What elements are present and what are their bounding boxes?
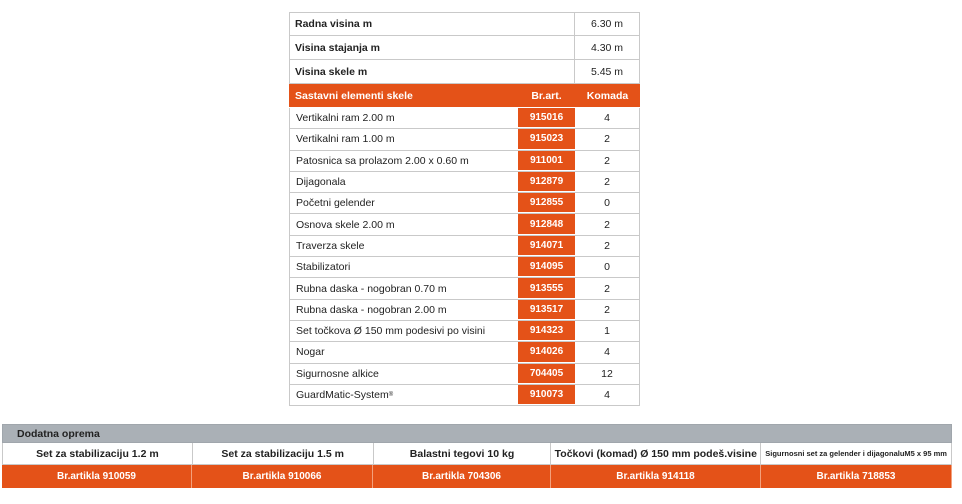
component-art: 914323 xyxy=(518,321,575,341)
component-qty: 0 xyxy=(575,257,640,277)
component-qty: 4 xyxy=(575,385,640,405)
header-name: Sastavni elementi skele xyxy=(295,89,413,102)
accessory-name: Set za stabilizaciju 1.2 m xyxy=(3,443,193,465)
component-name: Rubna daska - nogobran 2.00 m xyxy=(289,300,518,320)
spec-label: Visina stajanja m xyxy=(289,36,575,59)
header-qty: Komada xyxy=(586,89,629,102)
component-qty: 2 xyxy=(575,300,640,320)
component-name: Osnova skele 2.00 m xyxy=(289,214,518,234)
component-row xyxy=(289,300,640,321)
spec-label: Radna visina m xyxy=(289,13,575,35)
component-qty: 1 xyxy=(575,321,640,341)
component-qty: 4 xyxy=(575,108,640,128)
accessory-name: Sigurnosni set za gelender i dijagonaluM5 x 95 mm xyxy=(761,443,952,465)
components-header xyxy=(289,84,640,108)
component-row xyxy=(289,342,640,363)
component-art: 911001 xyxy=(518,151,575,171)
component-art: 704405 xyxy=(518,364,575,384)
component-name: Nogar xyxy=(289,342,518,362)
accessory-name: Set za stabilizaciju 1.5 m xyxy=(193,443,374,465)
component-name: Sigurnosne alkice xyxy=(289,364,518,384)
component-qty: 12 xyxy=(575,364,640,384)
component-qty: 2 xyxy=(575,214,640,234)
component-art: 915023 xyxy=(518,129,575,149)
spec-value: 6.30 m xyxy=(575,13,640,35)
scaffold-spec-table xyxy=(289,12,640,406)
component-name xyxy=(289,385,518,405)
component-name: Set točkova Ø 150 mm podesivi po visini xyxy=(289,321,518,341)
accessories-title: Dodatna oprema xyxy=(2,424,952,443)
component-name: Traverza skele xyxy=(289,236,518,256)
component-row xyxy=(289,236,640,257)
header-art: Br.art. xyxy=(531,89,562,102)
component-art: 912848 xyxy=(518,214,575,234)
component-row xyxy=(289,151,640,172)
component-name-text: GuardMatic-System xyxy=(296,389,389,401)
component-row xyxy=(289,129,640,150)
accessory-art: Br.artikla 718853 xyxy=(761,465,952,488)
component-row xyxy=(289,257,640,278)
component-art: 912855 xyxy=(518,193,575,213)
spec-value: 5.45 m xyxy=(575,60,640,83)
accessories-table xyxy=(2,424,952,488)
spec-row xyxy=(289,60,640,84)
component-qty: 2 xyxy=(575,129,640,149)
component-name: Početni gelender xyxy=(289,193,518,213)
component-qty: 2 xyxy=(575,172,640,192)
component-name: Rubna daska - nogobran 0.70 m xyxy=(289,278,518,298)
component-name: Vertikalni ram 2.00 m xyxy=(289,108,518,128)
component-row xyxy=(289,385,640,406)
spec-label: Visina skele m xyxy=(289,60,575,83)
spec-row xyxy=(289,12,640,36)
component-name: Dijagonala xyxy=(289,172,518,192)
accessory-art: Br.artikla 910066 xyxy=(192,465,373,488)
component-qty: 2 xyxy=(575,151,640,171)
component-qty: 0 xyxy=(575,193,640,213)
component-art: 913517 xyxy=(518,300,575,320)
component-row xyxy=(289,214,640,235)
component-row xyxy=(289,172,640,193)
component-art: 915016 xyxy=(518,108,575,128)
registered-mark: ® xyxy=(388,392,394,398)
spec-row xyxy=(289,36,640,60)
component-qty: 4 xyxy=(575,342,640,362)
component-art: 910073 xyxy=(518,385,575,405)
spec-value: 4.30 m xyxy=(575,36,640,59)
component-qty: 2 xyxy=(575,278,640,298)
component-row xyxy=(289,108,640,129)
component-art: 914026 xyxy=(518,342,575,362)
accessory-art: Br.artikla 704306 xyxy=(373,465,551,488)
component-row xyxy=(289,364,640,385)
component-art: 913555 xyxy=(518,278,575,298)
accessory-name: Točkovi (komad) Ø 150 mm podeš.visine xyxy=(551,443,761,465)
component-qty: 2 xyxy=(575,236,640,256)
component-row xyxy=(289,321,640,342)
component-art: 912879 xyxy=(518,172,575,192)
component-row xyxy=(289,193,640,214)
component-art: 914071 xyxy=(518,236,575,256)
accessory-art: Br.artikla 914118 xyxy=(551,465,761,488)
accessory-name: Balastni tegovi 10 kg xyxy=(374,443,552,465)
accessories-names-row xyxy=(2,443,952,465)
component-name: Vertikalni ram 1.00 m xyxy=(289,129,518,149)
component-art: 914095 xyxy=(518,257,575,277)
component-row xyxy=(289,278,640,299)
component-name: Patosnica sa prolazom 2.00 x 0.60 m xyxy=(289,151,518,171)
component-name: Stabilizatori xyxy=(289,257,518,277)
accessory-art: Br.artikla 910059 xyxy=(2,465,192,488)
accessories-art-row xyxy=(2,465,952,488)
